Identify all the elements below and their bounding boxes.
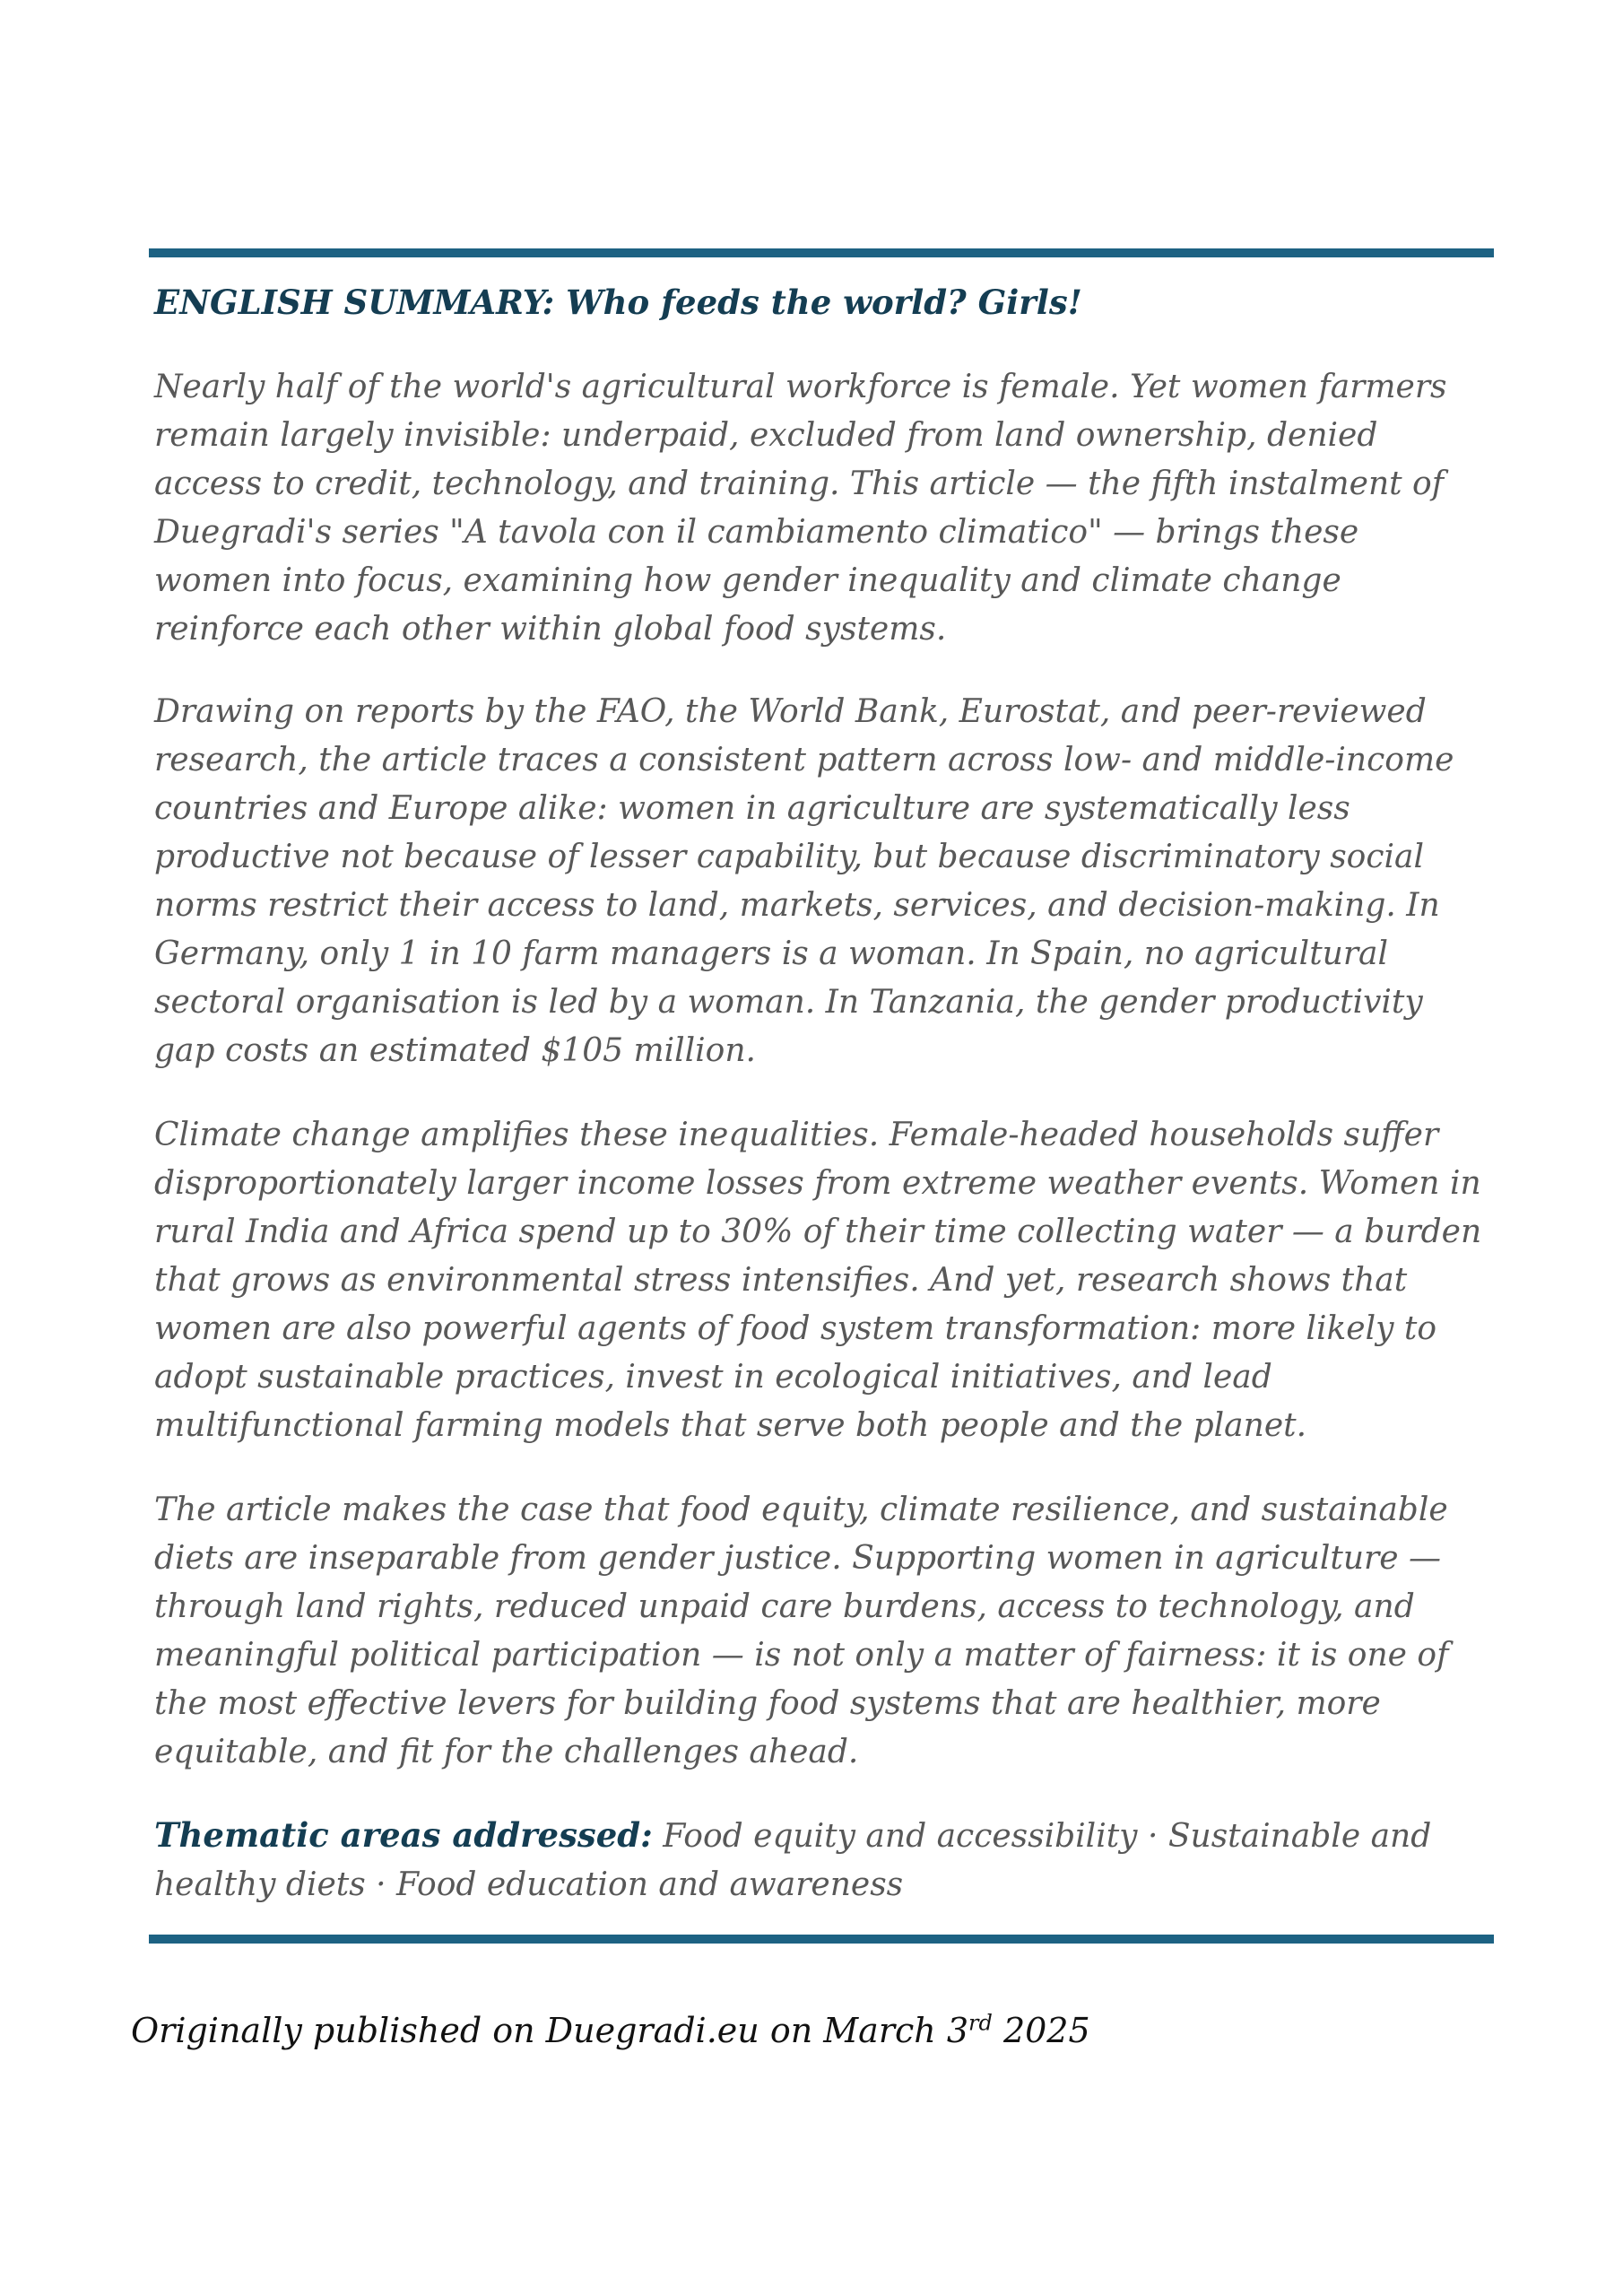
thematic-areas-list: Food equity and accessibility · Sustainable and healthy diets · Food education and awareness xyxy=(154,1818,1432,1903)
summary-paragraph-4: The article makes the case that food equity, climate resilience, and sustainable diets are inseparable from gender justice. Supporting women in agriculture — through land rights, reduced unpaid care burdens, access to technology, and meaningful political participation — is not only a matter of fairness: it is one of the most effective levers for building food systems that are healthier, more equitable, and fit for the challenges ahead. xyxy=(154,1492,1449,1770)
publication-note xyxy=(131,2009,1530,2053)
summary-box xyxy=(149,248,1494,1944)
summary-paragraph-1: Nearly half of the world's agricultural workforce is female. Yet women farmers remain largely invisible: underpaid, excluded from land ownership, denied access to credit, technology, and training. This article — the fifth instalment of Duegradi's series "A tavola con il cambiamento climatico" — brings these women into focus, examining how gender inequality and climate change reinforce each other within global food systems. xyxy=(154,369,1447,648)
thematic-areas-label: Thematic areas addressed: xyxy=(154,1815,653,1855)
bottom-divider xyxy=(149,1935,1494,1944)
summary-paragraph-2: Drawing on reports by the FAO, the World Bank, Eurostat, and peer-reviewed research, the article traces a consistent pattern across low- and middle-income countries and Europe alike: women in agriculture are systematically less productive not because of lesser capability, but because discriminatory social norms restrict their access to land, markets, services, and decision-making. In Germany, only 1 in 10 farm managers is a woman. In Spain, no agricultural sectoral organisation is led by a woman. In Tanzania, the gender productivity gap costs an estimated $105 million. xyxy=(154,693,1454,1069)
summary-paragraph-3: Climate change amplifies these inequalities. Female-headed households suffer disproportionately larger income losses from extreme weather events. Women in rural India and Africa spend up to 30% of their time collecting water — a burden that grows as environmental stress intensifies. And yet, research shows that women are also powerful agents of food system transformation: more likely to adopt sustainable practices, invest in ecological initiatives, and lead multifunctional farming models that serve both people and the planet. xyxy=(154,1117,1482,1444)
publication-note-text: Originally published on Duegradi.eu on March 3 xyxy=(131,2011,969,2050)
publication-year: 2025 xyxy=(992,2011,1090,2050)
thematic-areas xyxy=(154,1811,1485,1909)
top-divider xyxy=(149,248,1494,257)
summary-heading: ENGLISH SUMMARY: Who feeds the world? Girls! xyxy=(154,283,1082,322)
publication-date-ordinal: rd xyxy=(968,2010,993,2036)
